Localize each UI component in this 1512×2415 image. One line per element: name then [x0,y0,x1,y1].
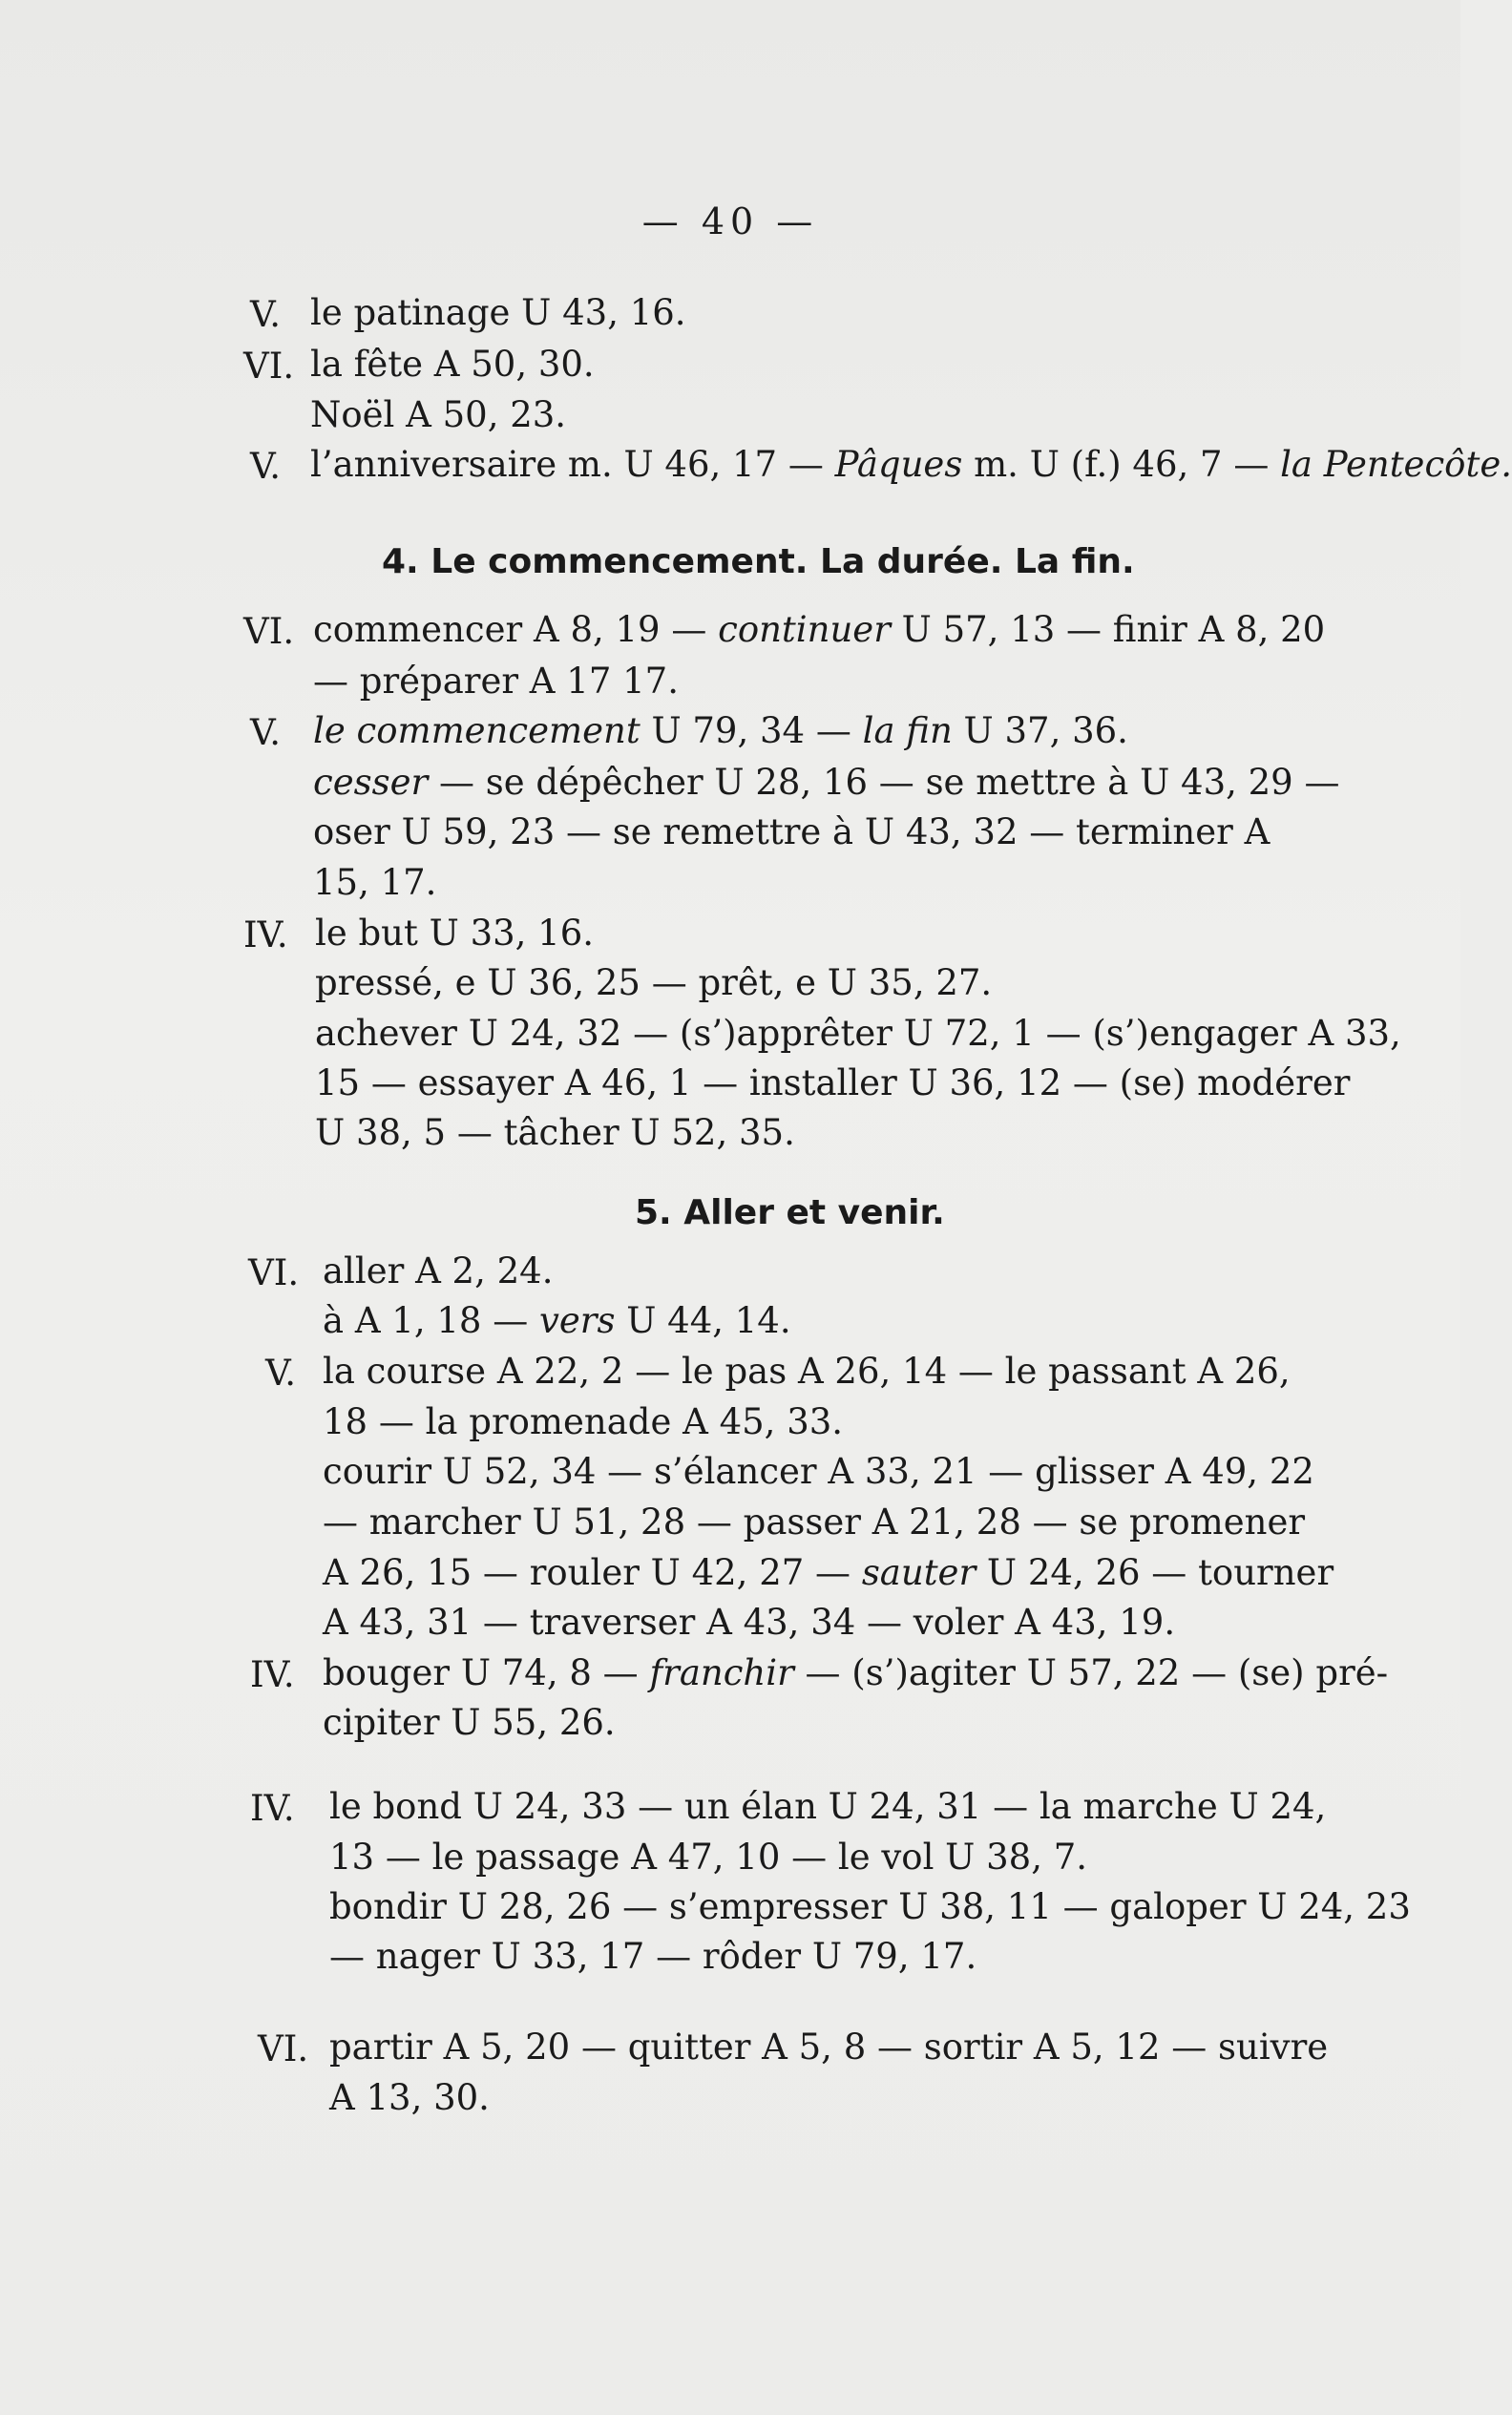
level-numeral: VI. [243,346,295,387]
entry-line: oser U 59, 23 — se remettre à U 43, 32 — terminer A [313,811,1270,852]
entry-line: courir U 52, 34 — s’élancer A 33, 21 — glisser A 49, 22 [323,1451,1314,1492]
level-numeral: V. [265,1353,297,1394]
level-numeral: IV. [250,1654,295,1695]
level-numeral: IV. [243,914,288,956]
level-numeral: V. [250,712,282,753]
entry-line: achever U 24, 32 — (s’)apprêter U 72, 1 — (s’)engager A 33, [315,1013,1401,1054]
level-numeral: V. [250,294,282,335]
level-numeral: IV. [250,1788,295,1829]
entry-line: A 43, 31 — traverser A 43, 34 — voler A 43, 19. [323,1602,1176,1643]
entry-line: la fête A 50, 30. [310,344,595,385]
section-heading: 4. Le commencement. La durée. La fin. [382,542,1135,581]
entry-line: — marcher U 51, 28 — passer A 21, 28 — se promener [323,1502,1306,1543]
section-heading: 5. Aller et venir. [635,1193,945,1232]
entry-line: A 26, 15 — rouler U 42, 27 — sauter U 24, 26 — tourner [323,1552,1334,1593]
entry-line: cesser — se dépêcher U 28, 16 — se mettre à U 43, 29 — [313,762,1340,803]
entry-line: à A 1, 18 — vers U 44, 14. [323,1300,791,1341]
entry-line: partir A 5, 20 — quitter A 5, 8 — sortir A 5, 12 — suivre [329,2026,1329,2068]
entry-line: commencer A 8, 19 — continuer U 57, 13 — finir A 8, 20 [313,609,1326,650]
entry-line: 18 — la promenade A 45, 33. [323,1401,844,1442]
level-numeral: V. [250,446,282,487]
entry-line: aller A 2, 24. [323,1250,554,1292]
entry-line: 15, 17. [313,862,437,903]
entry-line: Noël A 50, 23. [310,394,567,435]
entry-line: 13 — le passage A 47, 10 — le vol U 38, 7. [329,1837,1088,1878]
level-numeral: VI. [243,611,295,652]
entry-line: cipiter U 55, 26. [323,1702,616,1743]
entry-line: — nager U 33, 17 — rôder U 79, 17. [329,1936,977,1977]
entry-line: pressé, e U 36, 25 — prêt, e U 35, 27. [315,962,993,1003]
entry-line: bouger U 74, 8 — franchir — (s’)agiter U 57, 22 — (se) pré- [323,1652,1389,1693]
level-numeral: VI. [258,2028,309,2069]
level-numeral: VI. [248,1252,300,1293]
entry-line: le patinage U 43, 16. [310,292,686,333]
entry-line: la course A 22, 2 — le pas A 26, 14 — le passant A 26, [323,1351,1291,1392]
entry-line: le bond U 24, 33 — un élan U 24, 31 — la marche U 24, [329,1786,1327,1827]
entry-line: le commencement U 79, 34 — la fin U 37, 36. [313,710,1128,751]
page-number: — 40 — [641,200,819,242]
entry-line: l’anniversaire m. U 46, 17 — Pâques m. U (f.) 46, 7 — la Pentecôte. [310,444,1512,485]
entry-line: A 13, 30. [329,2077,490,2118]
entry-line: bondir U 28, 26 — s’empresser U 38, 11 — galoper U 24, 23 [329,1886,1411,1927]
entry-line: U 38, 5 — tâcher U 52, 35. [315,1112,795,1153]
entry-line: le but U 33, 16. [315,913,595,954]
entry-line: — préparer A 17 17. [313,661,679,702]
entry-line: 15 — essayer A 46, 1 — installer U 36, 12 — (se) modérer [315,1062,1351,1103]
